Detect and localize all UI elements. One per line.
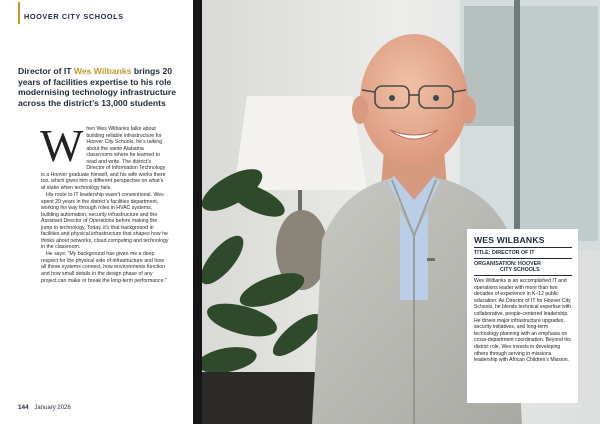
profile-divider — [474, 247, 572, 248]
folio — [18, 404, 71, 411]
profile-org-label: ORGANISATION: HOOVER — [474, 260, 541, 267]
article-body — [40, 120, 169, 284]
section-header: HOOVER CITY SCHOOLS — [24, 12, 124, 21]
headline-rest: brings 20 years of facilities expertise to his role modernising technology infrastructure across the district’s 13,000 students — [18, 66, 177, 108]
profile-divider — [474, 258, 572, 259]
article-paragraph: hen Wes Wilbanks talks about building reliable infrastructure for Hoover City Schools, he’s talking about the same Alabama classrooms where he learned to read and write. The district’s Director of Information Technology is a Hoover graduate himself, and his wife works there too, which gives him a different perspective on what’s at stake when technology fails. — [41, 126, 166, 191]
profile-bio: Wes Wilbanks is an accomplished IT and operations leader with more than two decades of experience in K–12 public education. As Director of IT for Hoover City Schools, he blends technical expertise with collaborative, people-centered leadership. He drives major infrastructure upgrades, security initiatives, and long-term technology planning with an emphasis on cross-department coordination. Beyond his district role, Wes invests in developing others through serving in missions leadership with African Children’s Mission. — [474, 278, 572, 364]
profile-title: TITLE: DIRECTOR OF IT — [474, 249, 535, 256]
profile-name: WES WILBANKS — [474, 235, 545, 245]
drop-cap: W — [40, 120, 84, 171]
page-gutter — [193, 0, 202, 424]
header-accent-bar — [18, 2, 20, 24]
headline-name: Wes Wilbanks — [73, 66, 132, 76]
article-paragraph: His route to IT leadership wasn’t conventional. Wes spent 20 years in the district’s facilities department, working his way through roles in HVAC systems, building automation, security infrastructure and the Assistant Director of Operations before making the jump to technology. Today, it’s that background in facilities and physical infrastructure that shapes how he thinks about networks, cloud computing and technology in the classroom. — [41, 191, 169, 251]
page-number: 144 — [18, 404, 29, 411]
article-paragraph: He says: “My background has given me a deep respect for the physical side of infrastructure and how all these systems connect, how environments function and how small details in the design phase of any project can make or break the long-term performance.” — [41, 251, 167, 284]
headline-prefix: Director of IT — [18, 66, 74, 76]
issue-date: January 2026 — [34, 405, 71, 411]
profile-org-value: CITY SCHOOLS — [500, 267, 540, 274]
left-page — [0, 0, 193, 424]
profile-sidebar — [467, 229, 578, 403]
profile-organisation — [474, 261, 572, 274]
headline — [18, 66, 190, 108]
profile-divider — [474, 275, 572, 276]
